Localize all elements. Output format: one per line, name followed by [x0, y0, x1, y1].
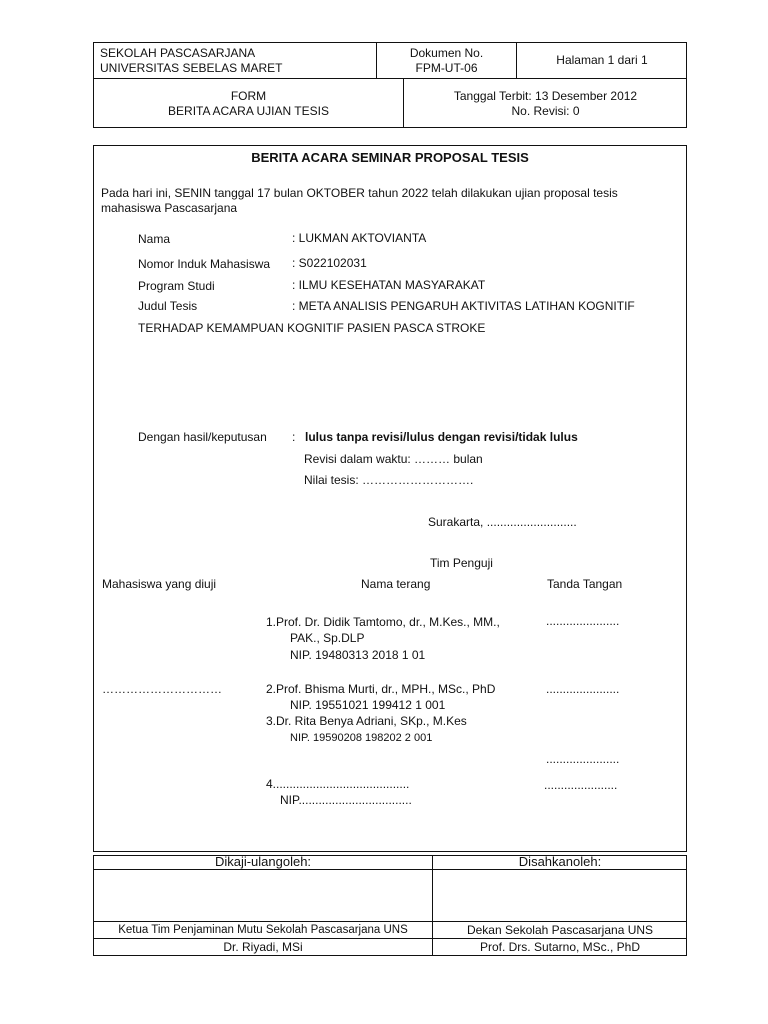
- revision-time: Revisi dalam waktu: ……… bulan: [304, 452, 483, 466]
- approver-name: Prof. Drs. Sutarno, MSc., PhD: [479, 940, 641, 954]
- thesis-title-label: Judul Tesis: [138, 299, 198, 313]
- name-label: Nama: [138, 232, 171, 246]
- examiner-2-nip: NIP. 19551021 199412 1 001: [290, 698, 446, 712]
- examiner-2-name: 2.Prof. Bhisma Murti, dr., MPH., MSc., PhD: [266, 682, 496, 696]
- header-row-divider: [93, 78, 687, 79]
- place-date: Surakarta, ...........................: [428, 515, 577, 529]
- examiner-3-signature: ......................: [546, 752, 620, 766]
- header-col-divider-3: [403, 78, 404, 128]
- examiner-team-label: Tim Penguji: [430, 556, 493, 570]
- reviewer-title: Ketua Tim Penjaminan Mutu Sekolah Pascasarjana UNS: [118, 924, 408, 936]
- examiner-1-signature: ......................: [546, 614, 620, 628]
- examiner-3-nip: NIP. 19590208 198202 2 001: [290, 732, 433, 744]
- reviewed-by-label: Dikaji-ulangoleh:: [214, 854, 312, 869]
- name-value: : LUKMAN AKTOVIANTA: [292, 231, 427, 245]
- thesis-title-value: : META ANALISIS PENGARUH AKTIVITAS LATIHAN KOGNITIF: [292, 299, 635, 313]
- report-title: BERITA ACARA SEMINAR PROPOSAL TESIS: [251, 150, 529, 165]
- issue-date: Tanggal Terbit: 13 Desember 2012: [453, 89, 638, 103]
- examiner-4-signature: ......................: [544, 778, 618, 792]
- result-options: lulus tanpa revisi/lulus dengan revisi/tidak lulus: [305, 430, 578, 444]
- thesis-title-continuation: TERHADAP KEMAMPUAN KOGNITIF PASIEN PASCA STROKE: [138, 321, 486, 335]
- reviewer-name: Dr. Riyadi, MSi: [223, 940, 303, 954]
- nim-value: : S022102031: [292, 256, 367, 270]
- nim-label: Nomor Induk Mahasiswa: [138, 257, 271, 271]
- result-colon: :: [292, 430, 296, 444]
- program-value: : ILMU KESEHATAN MASYARAKAT: [292, 278, 486, 292]
- result-label: Dengan hasil/keputusan: [138, 430, 267, 444]
- program-label: Program Studi: [138, 279, 215, 293]
- approver-title: Dekan Sekolah Pascasarjana UNS: [466, 923, 654, 937]
- examiner-2-signature: ......................: [546, 682, 620, 696]
- institution-line1: SEKOLAH PASCASARJANA: [100, 46, 256, 60]
- signature-column-header: Tanda Tangan: [547, 577, 623, 591]
- approved-by-label: Disahkanoleh:: [518, 854, 602, 869]
- thesis-score: Nilai tesis: ……………………….: [304, 473, 474, 487]
- intro-line1: Pada hari ini, SENIN tanggal 17 bulan OKTOBER tahun 2022 telah dilakukan ujian proposal tesis: [101, 186, 618, 200]
- student-signature-line: …………………………: [102, 682, 222, 696]
- page-indicator: Halaman 1 dari 1: [556, 53, 648, 67]
- examiner-1-title: PAK., Sp.DLP: [290, 631, 365, 645]
- examiner-4-nip: NIP..................................: [280, 793, 412, 807]
- approval-row-divider-2: [93, 921, 687, 922]
- examiner-4-name: 4.........................................: [266, 777, 410, 791]
- approval-row-divider-3: [93, 938, 687, 939]
- examiner-3-name: 3.Dr. Rita Benya Adriani, SKp., M.Kes: [266, 714, 467, 728]
- examiner-1-name: 1.Prof. Dr. Didik Tamtomo, dr., M.Kes., MM.,: [266, 615, 500, 629]
- institution-line2: UNIVERSITAS SEBELAS MARET: [100, 61, 283, 75]
- examiner-1-nip: NIP. 19480313 2018 1 01: [290, 648, 426, 662]
- form-label: FORM: [230, 89, 267, 103]
- intro-line2: mahasiswa Pascasarjana: [101, 201, 238, 215]
- approval-row-divider-1: [93, 869, 687, 870]
- revision-number: No. Revisi: 0: [511, 104, 580, 118]
- form-title: BERITA ACARA UJIAN TESIS: [168, 104, 329, 118]
- document-number-label: Dokumen No.: [409, 46, 484, 60]
- student-column-header: Mahasiswa yang diuji: [102, 577, 217, 591]
- report-body: [93, 145, 687, 852]
- document-number: FPM-UT-06: [415, 61, 478, 75]
- name-column-header: Nama terang: [361, 577, 431, 591]
